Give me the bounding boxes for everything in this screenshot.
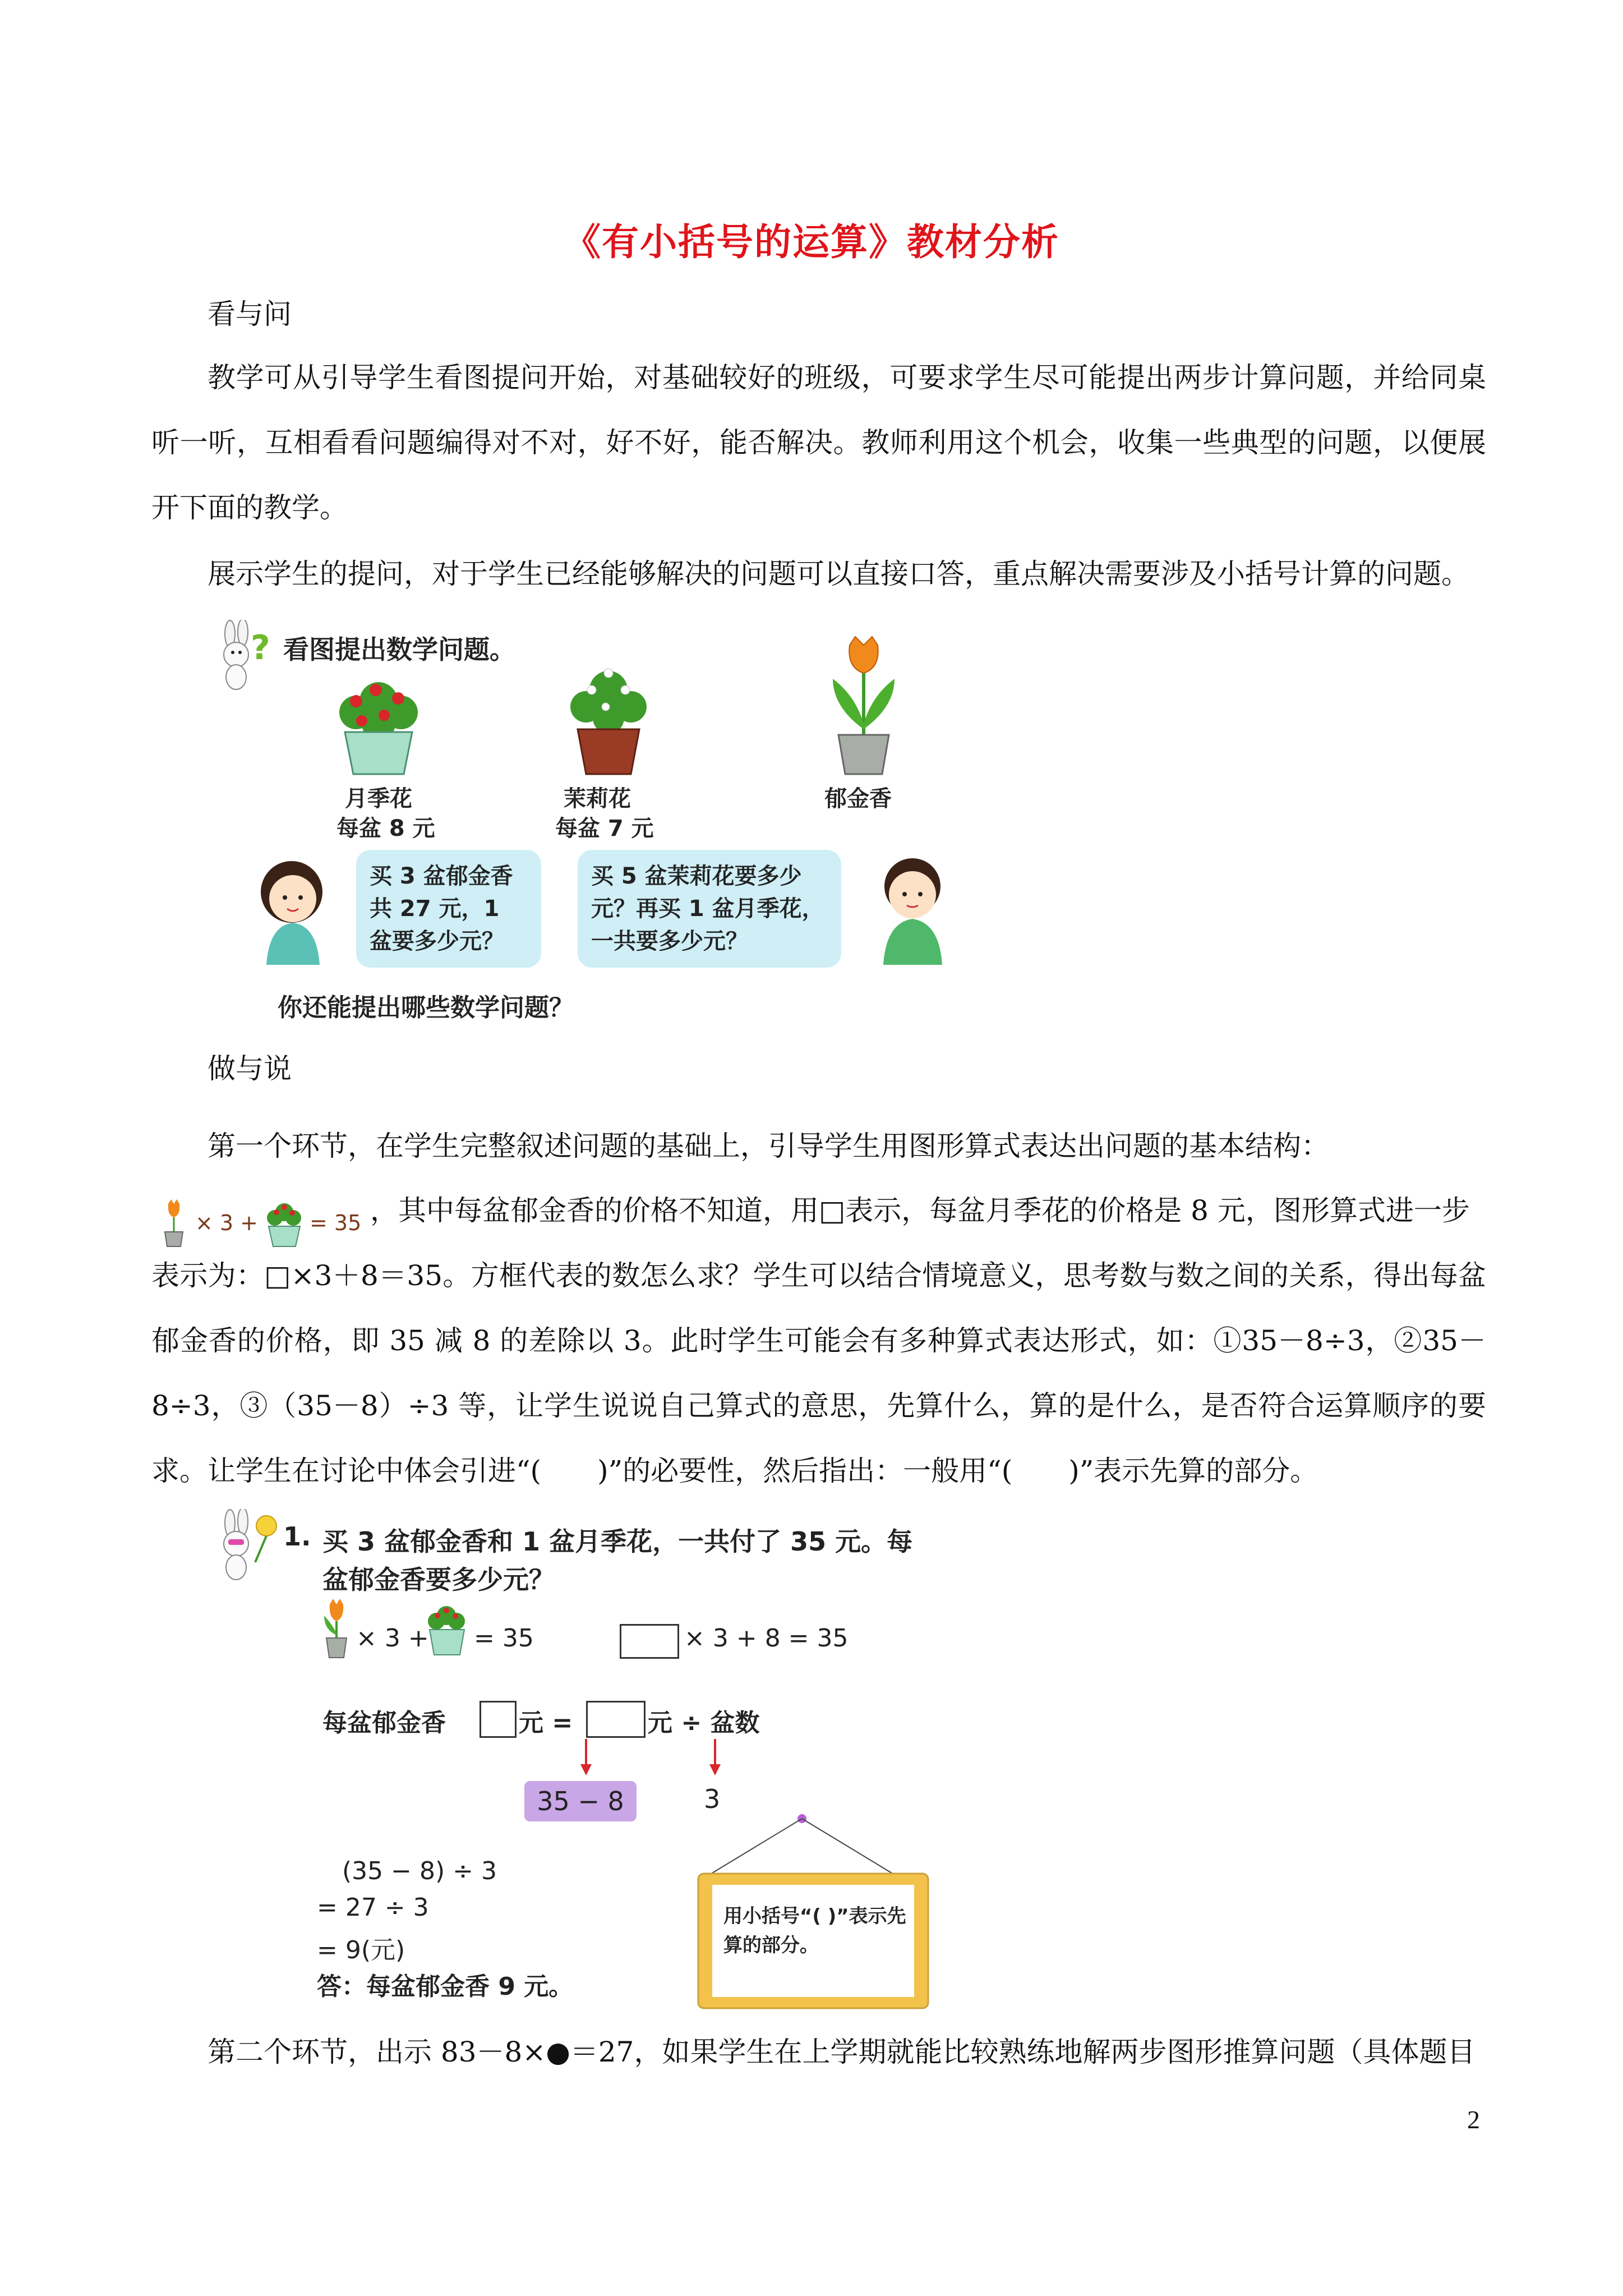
flower3-name: 郁金香 [824, 786, 892, 812]
figure-look-and-ask [210, 617, 967, 1032]
problem-text-line1: 买 3 盆郁金香和 1 盆月季花，一共付了 35 元。每 [322, 1526, 913, 1557]
speech-bubble-right: 买 5 盆茉莉花要多少元？再买 1 盆月季花，一共要多少元？ [578, 850, 841, 968]
paragraph-2: 展示学生的提问，对于学生已经能够解决的问题可以直接口答，重点解决需要涉及小括号计算的问题。 [208, 558, 1469, 590]
flower2-price: 每盆 7 元 [555, 816, 654, 841]
document-title: 《有小括号的运算》教材分析 [564, 220, 1059, 264]
eq-right: × 3 + 8 = 35 [684, 1624, 849, 1653]
solution-step-2: = 27 ÷ 3 [317, 1893, 429, 1922]
rose-pot-icon [322, 668, 435, 780]
unknown-box-2 [479, 1701, 517, 1738]
flower1-price: 每盆 8 元 [336, 816, 435, 841]
solution-step-3: = 9(元) [317, 1936, 405, 1964]
speech-bubble-left: 买 3 盆郁金香共 27 元，1 盆要多少元？ [356, 850, 541, 968]
page-number: 2 [1467, 2105, 1480, 2134]
jasmine-pot-icon [552, 651, 665, 780]
boy-figure-icon [872, 847, 956, 965]
arrow-down-icon-1 [575, 1739, 597, 1778]
relation-yuan1: 元 = [519, 1709, 573, 1737]
sign-text: 用小括号“( )”表示先算的部分。 [723, 1905, 906, 1957]
problem-text-line2: 盆郁金香要多少元？ [322, 1565, 555, 1595]
flower1-name: 月季花 [345, 786, 412, 812]
tulip-pot-icon [816, 634, 911, 780]
figure-example-1 [210, 1509, 956, 2014]
highlight-expression: 35 − 8 [524, 1781, 637, 1821]
rose-small-icon [261, 1198, 306, 1249]
flower2-name: 茉莉花 [564, 786, 631, 812]
rabbit-with-flower-icon [210, 1509, 283, 1588]
rose-eq-icon [421, 1602, 471, 1658]
tulip-eq-icon [320, 1599, 353, 1660]
inline-graphic-formula [157, 1198, 381, 1249]
unknown-box-1 [620, 1624, 679, 1659]
relation-yuan2: 元 ÷ 盆数 [648, 1709, 760, 1737]
paragraph-3-line1: 第一个环节，在学生完整叙述问题的基础上，引导学生用图形算式表达出问题的基本结构： [208, 1130, 1329, 1162]
tulip-small-icon [157, 1198, 191, 1249]
inline-equals-text: = 35 [310, 1211, 362, 1235]
girl-figure-icon [252, 853, 336, 965]
rabbit-mascot-icon [210, 620, 272, 693]
paragraph-3-continued: 表示为：□×3＋8＝35。方框代表的数怎么求？学生可以结合情境意义，思考数与数之间的关系，得出每盆郁金香的价格，即 35 减 8 的差除以 3。此时学生可能会有多种算式表达形式，如：①35－8÷3，②35－8÷3，③（35－8）÷3 等，让学生说说自己算式的意思，先算什么，算的是什么，是否符合运算顺序的要求。让学生在讨论中体会引进“( )”的必要性，然后指出：一般用“( )”表示先算的部分。 [151, 1259, 1486, 1487]
eq-left-times: × 3 + [356, 1624, 429, 1653]
paragraph-4: 第二个环节，出示 83－8×●＝27，如果学生在上学期就能比较熟练地解两步图形推算问题（具体题目 [208, 2036, 1476, 2068]
unknown-box-3 [586, 1701, 645, 1738]
problem-number: 1. [283, 1521, 311, 1552]
paragraph-1: 教学可从引导学生看图提问开始，对基础较好的班级，可要求学生尽可能提出两步计算问题，并给同桌听一听，互相看看问题编得对不对，好不好，能否解决。教师利用这个机会，收集一些典型的问题，以便展开下面的教学。 [151, 361, 1486, 524]
inline-times-text: × 3 + [195, 1211, 259, 1235]
relation-prefix: 每盆郁金香 [322, 1709, 446, 1737]
divisor-value: 3 [704, 1784, 721, 1814]
answer-line: 答：每盆郁金香 9 元。 [317, 1972, 574, 2001]
section-heading-do-say: 做与说 [208, 1052, 292, 1085]
solution-step-1: (35 − 8) ÷ 3 [342, 1857, 497, 1885]
paragraph-3-continued-first: ，其中每盆郁金香的价格不知道，用□表示，每盆月季花的价格是 8 元，图形算式进一步 [370, 1194, 1470, 1227]
arrow-down-icon-2 [704, 1739, 726, 1778]
figure1-prompt: 看图提出数学问题。 [283, 634, 515, 665]
figure1-footer-question: 你还能提出哪些数学问题？ [278, 993, 574, 1022]
eq-left-equals: = 35 [474, 1624, 534, 1653]
section-heading-look-ask: 看与问 [208, 298, 292, 330]
svg-text:?: ? [251, 628, 270, 668]
